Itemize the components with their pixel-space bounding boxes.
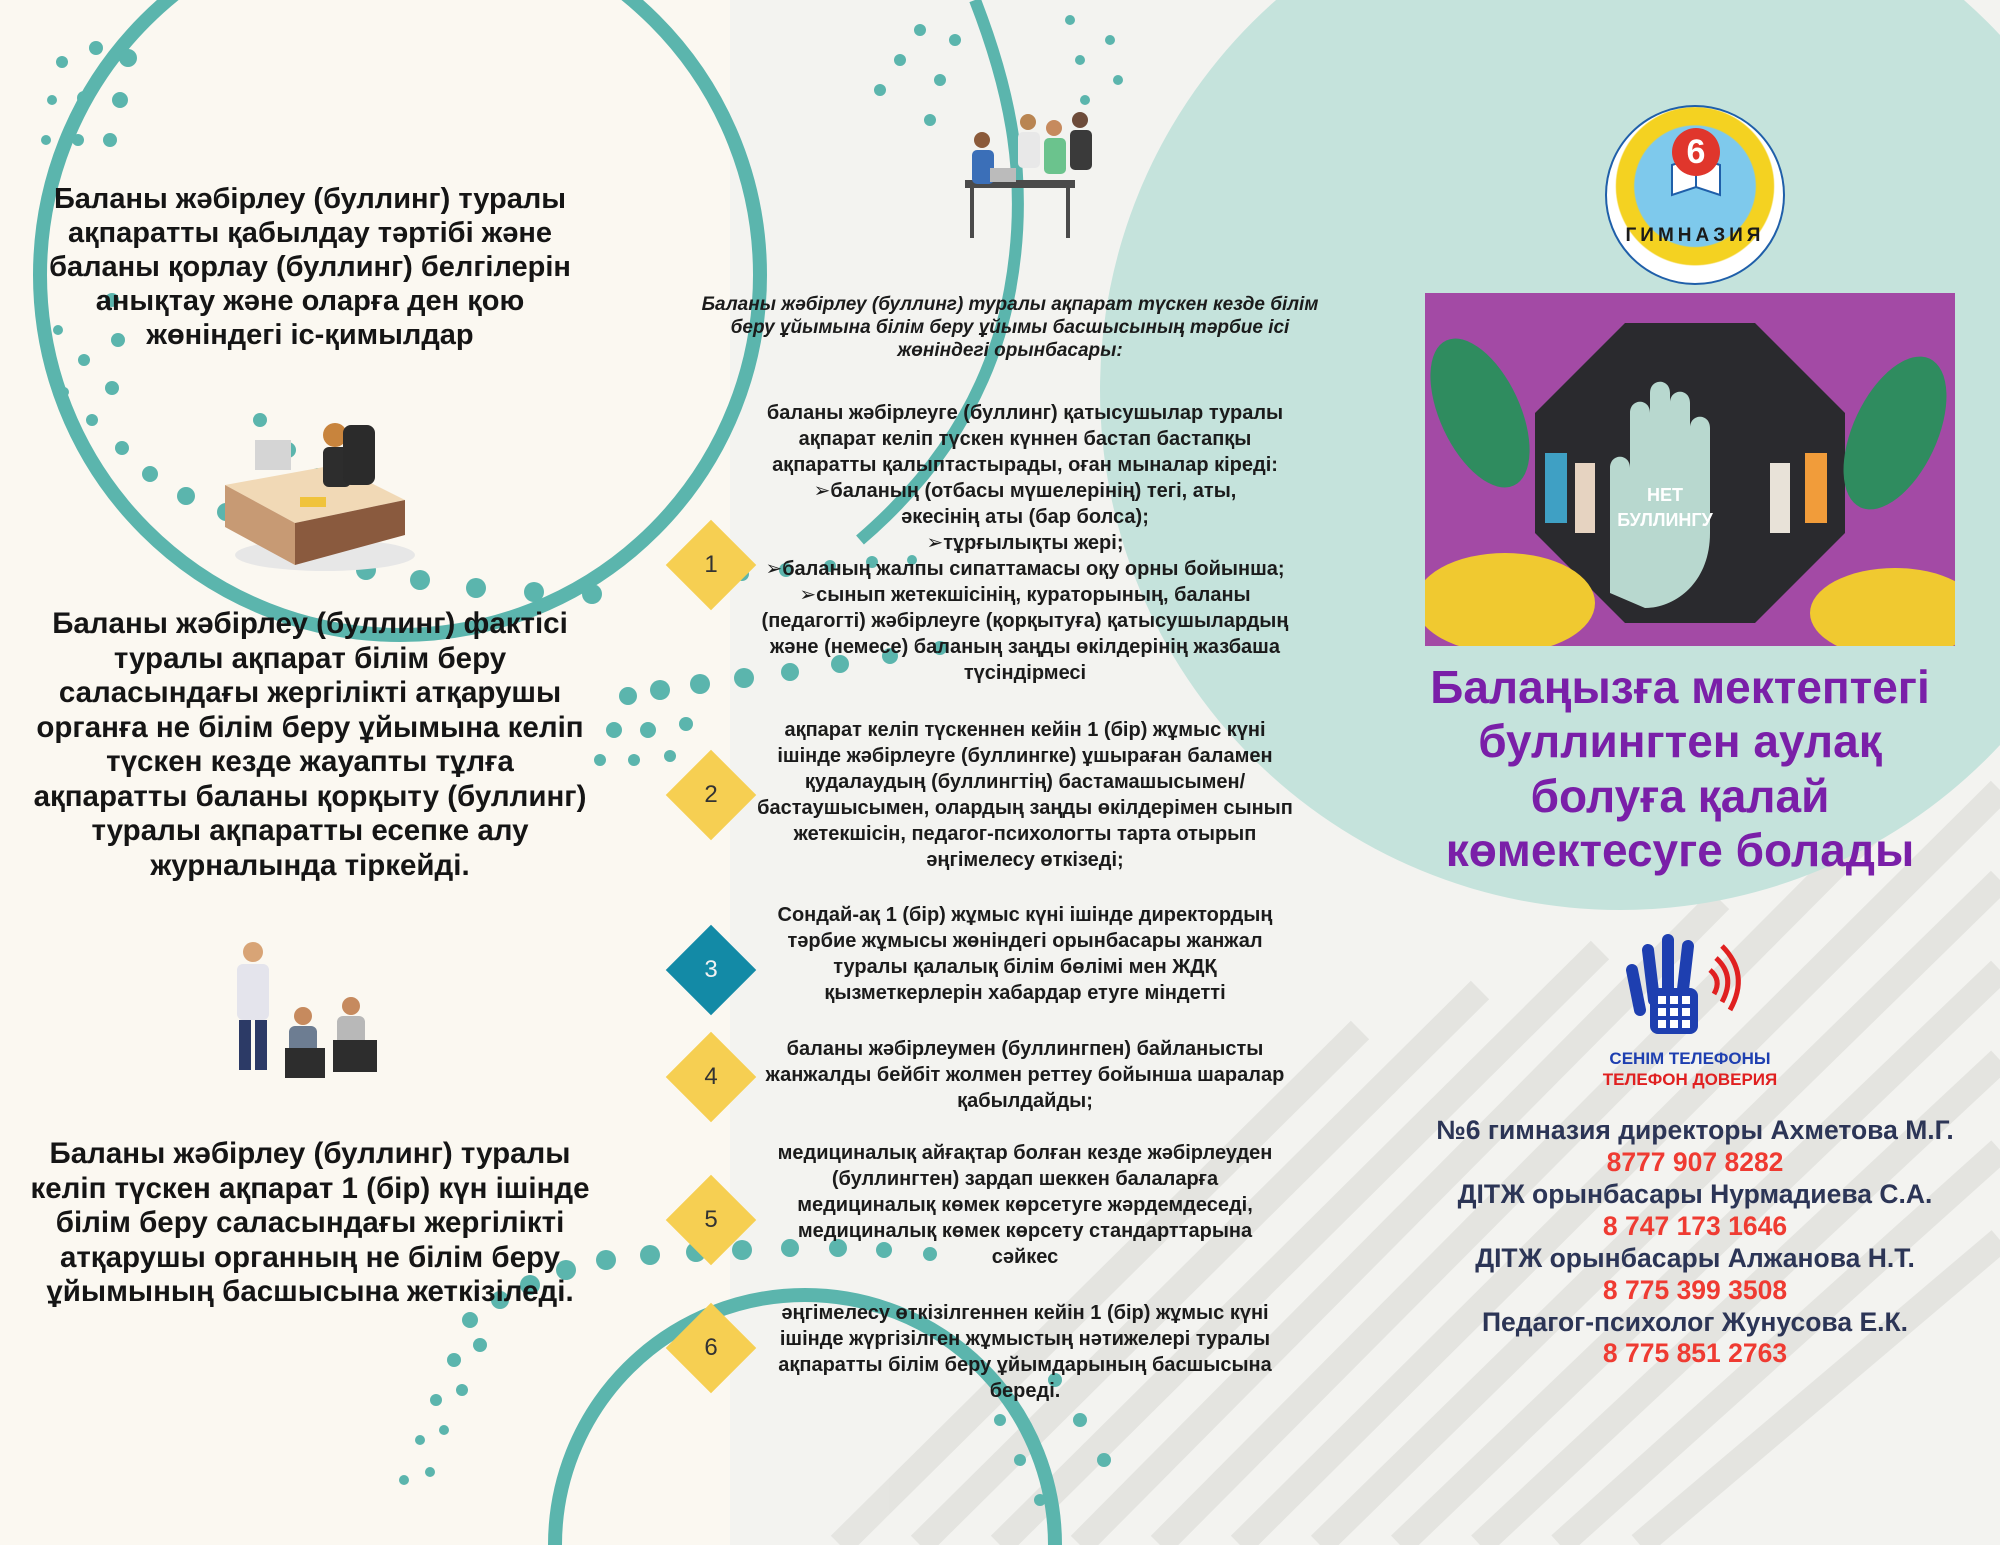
step-3-line: Сондай-ақ 1 (бір) жұмыс күні ішінде директордың [777,904,1273,926]
step-1-line: ➢баланың (отбасы мүшелерінің) тегі, аты, [813,480,1237,502]
step-3-number: 3 [704,956,718,983]
step-4-text [725,1036,1325,1114]
step-6-line: ақпаратты білім беру ұйымдарының басшысына [778,1354,1272,1376]
step-1-line: ➢сынып жетекшісінің, кураторының, баланы [799,584,1251,606]
step-1-text [725,400,1325,686]
step-1-line: (педагогті) жәбірлеуге (қорқытуға) қатысушылардың [761,610,1289,632]
trust-phone-label [1590,1048,1790,1091]
step-2-line: әңгімелесу өткізеді; [926,849,1124,871]
contact-name: ДІТЖ орынбасары Нурмадиева С.А. [1457,1178,1933,1209]
step-3-line: туралы қалалық білім бөлімі мен ЖДҚ [833,956,1217,978]
step-6-line: ішінде жүргізілген жұмыстың нәтижелері туралы [779,1328,1271,1350]
contact-phone: 8777 907 8282 [1606,1146,1784,1177]
poster-text-line: БУЛЛИНГУ [1617,510,1713,531]
procedure-intro: Баланы жәбірлеу (буллинг) туралы ақпарат түскен кезде білім беру ұйымына білім беру ұйымы басшысының тәрбие ісі жөніндегі орынбасары: [701,294,1319,362]
poster-text [1615,483,1715,533]
contact-phone: 8 775 851 2763 [1602,1338,1788,1369]
step-6-text [725,1300,1325,1404]
step-2-line: бастаушысымен, олардың заңды өкілдерімен сынып [757,797,1293,819]
step-5-line: сәйкес [991,1246,1059,1268]
step-3-text [725,902,1325,1006]
no-bullying-poster [1425,293,1955,646]
step-4-line: жанжалды бейбіт жолмен реттеу бойынша шаралар [765,1064,1285,1086]
step-1-line: және (немесе) баланың заңды өкілдерінің жазбаша [770,636,1280,658]
step-5-line: медициналық көмек көрсету стандарттарына [797,1220,1253,1242]
step-1-line: ➢тұрғылықты жері; [926,532,1124,554]
logo-number: 6 [1672,128,1720,176]
step-5-line: медициналық көмек көрсетуге жәрдемдеседі, [797,1194,1253,1216]
contact-phone: 8 775 399 3508 [1602,1274,1788,1305]
step-1-line: ақпарат келіп түскен күннен бастап бастапқы [798,428,1252,450]
step-5-number: 5 [704,1206,718,1233]
step-1-number: 1 [704,551,718,578]
step-5-line: медициналық айғақтар болған кезде жәбірлеуден [777,1142,1273,1164]
main-title: Балаңызға мектептегі буллингтен аулақ болуға қалай көмектесуге болады [1430,661,1930,876]
contact-name: Педагог-психолог Жунусова Е.К. [1481,1306,1909,1337]
left-heading: Баланы жәбірлеу (буллинг) туралы ақпаратты қабылдау тәртібі және баланы қорлау (буллинг) белгілерін анықтау және оларға ден қою жөніндегі іс-қимылдар [49,183,571,351]
step-2-line: қудалаудың (буллингтің) бастамашысымен/ [804,771,1246,793]
team-illustration [950,110,1120,250]
left-paragraph-registration: Баланы жәбірлеу (буллинг) фактісі туралы ақпарат білім беру саласындағы жергілікті атқарушы органға не білім беру ұйымына келіп түскен кезде жауапты тұлға ақпаратты баланы қорқыту (буллинг) туралы ақпаратты есепке алу журналында тіркейді. [33,607,587,882]
step-6-number: 6 [704,1334,718,1361]
trust-phone-ru: ТЕЛЕФОН ДОВЕРИЯ [1602,1070,1778,1090]
step-1-line: ➢баланың жалпы сипаттамасы оқу орны бойынша; [765,558,1285,580]
step-6-line: береді. [989,1380,1061,1402]
step-1-line: ақпаратты қалыптастырады, оған мыналар кіреді: [772,454,1278,476]
poster-text-line: НЕТ [1647,485,1683,505]
step-4-number: 4 [704,1063,718,1090]
logo-text: ГИМНАЗИЯ [1625,225,1765,246]
contact-phone: 8 747 173 1646 [1602,1210,1788,1241]
step-4-line: баланы жәбірлеумен (буллингпен) байланысты [786,1038,1264,1060]
step-3-line: тәрбие жұмысы жөніндегі орынбасары жанжал [787,930,1263,952]
contact-name: ДІТЖ орынбасары Алжанова Н.Т. [1475,1242,1915,1273]
step-1-line: баланы жәбірлеуге (буллинг) қатысушылар туралы [766,402,1284,424]
step-2-line: ішінде жәбірлеуге (буллингке) ұшыраған баламен [777,745,1273,767]
contact-name: №6 гимназия директоры Ахметова М.Г. [1436,1115,1954,1145]
step-5-line: (буллингтен) зардап шеккен балаларға [831,1168,1219,1190]
step-6-line: әңгімелесу өткізілгеннен кейін 1 (бір) жұмыс күні [781,1302,1269,1324]
step-1-line: түсіндірмесі [963,662,1087,684]
office-desk-illustration [215,405,415,575]
step-1-line: әкесінің аты (бар болса); [901,506,1149,528]
left-paragraph-delivery: Баланы жәбірлеу (буллинг) туралы келіп түскен ақпарат 1 (бір) күн ішінде білім беру саласындағы жергілікті атқарушы органның не білім беру ұйымының басшысына жеткізіледі. [30,1137,590,1308]
contacts-list [1390,1115,2000,1370]
poster-illustration [1425,293,1955,646]
trust-phone-kz: СЕНІМ ТЕЛЕФОНЫ [1609,1049,1771,1068]
step-2-line: жетекшісін, педагог-психологты тарта отырып [793,823,1257,845]
trust-phone-hand-icon [1610,930,1770,1042]
step-5-text [725,1140,1325,1270]
step-2-number: 2 [704,781,718,808]
step-4-line: қабылдайды; [957,1090,1093,1112]
step-2-line: ақпарат келіп түскеннен кейін 1 (бір) жұмыс күні [784,719,1266,741]
meeting-illustration [215,940,395,1090]
step-3-line: қызметкерлерін хабардар етуге міндетті [824,982,1226,1004]
step-2-text [725,717,1325,873]
